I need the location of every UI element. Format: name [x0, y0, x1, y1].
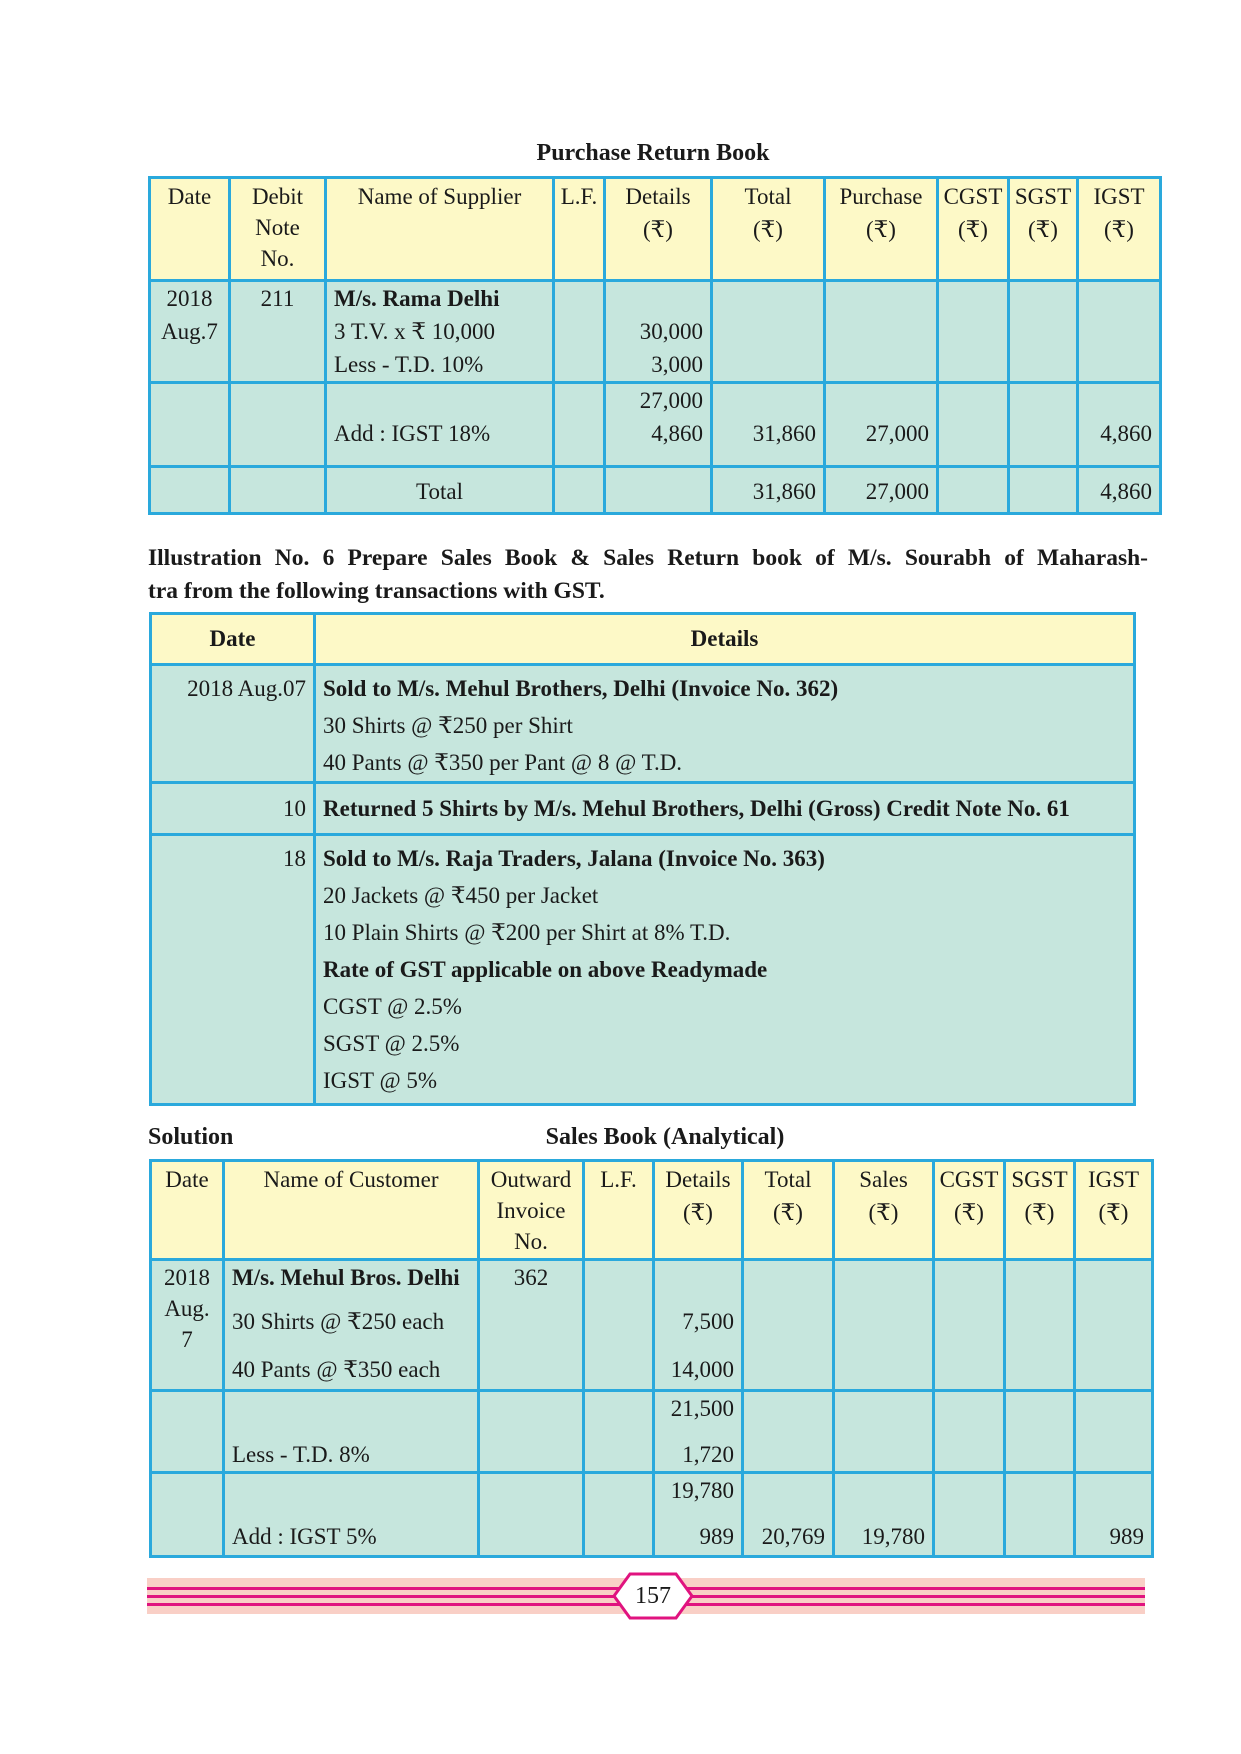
header-purchase: Purchase (₹)	[825, 178, 938, 281]
transaction-details: Returned 5 Shirts by M/s. Mehul Brothers, Delhi (Gross) Credit Note No. 61	[315, 783, 1135, 835]
header-sgst: SGST (₹)	[1009, 178, 1078, 281]
invoice-number: 362	[479, 1260, 584, 1391]
details-cell: 30,000 3,000	[605, 281, 712, 383]
table-row	[151, 835, 1135, 1105]
entry-date: 2018 Aug. 7	[151, 1260, 224, 1391]
sales-book-table	[149, 1159, 1154, 1558]
header-total: Total (₹)	[712, 178, 825, 281]
purchase-cell: 27,000	[825, 383, 938, 467]
header-details: Details (₹)	[605, 178, 712, 281]
table-row	[151, 1473, 1153, 1557]
details-cell: 7,500 14,000	[654, 1260, 743, 1391]
transaction-details: Sold to M/s. Mehul Brothers, Delhi (Invoice No. 362) 30 Shirts @ ₹250 per Shirt 40 Pants @ ₹350 per Pant @ 8 @ T.D.	[315, 665, 1135, 783]
customer-cell: Add : IGST 5%	[224, 1473, 479, 1557]
table-row	[150, 383, 1161, 467]
entry-date: 2018 Aug.7	[150, 281, 230, 383]
page-number-badge	[612, 1572, 694, 1620]
transaction-date: 18	[151, 835, 315, 1105]
igst-cell: 4,860	[1078, 383, 1161, 467]
header-details: Details (₹)	[654, 1161, 743, 1260]
total-cell: 20,769	[743, 1473, 834, 1557]
header-details: Details	[315, 614, 1135, 665]
igst-cell: 4,860	[1078, 467, 1161, 514]
lf-cell	[554, 281, 605, 383]
header-sales: Sales (₹)	[834, 1161, 934, 1260]
total-cell: 31,860	[712, 467, 825, 514]
header-date: Date	[151, 1161, 224, 1260]
purchase-return-book-title: Purchase Return Book	[536, 140, 770, 166]
header-invoice: Outward Invoice No.	[479, 1161, 584, 1260]
table-row	[151, 665, 1135, 783]
table-row	[150, 281, 1161, 383]
total-label: Total	[326, 467, 554, 514]
header-debit-note: Debit Note No.	[230, 178, 326, 281]
details-cell: 21,500 1,720	[654, 1391, 743, 1473]
purchase-return-book-table	[148, 176, 1162, 515]
table-row	[151, 783, 1135, 835]
table-row	[150, 467, 1161, 514]
customer-cell: M/s. Mehul Bros. Delhi 30 Shirts @ ₹250 each 40 Pants @ ₹350 each	[224, 1260, 479, 1391]
solution-label: Solution	[148, 1124, 234, 1150]
igst-cell: 989	[1075, 1473, 1153, 1557]
table-row	[151, 1391, 1153, 1473]
header-igst: IGST (₹)	[1075, 1161, 1153, 1260]
transaction-date: 2018 Aug.07	[151, 665, 315, 783]
page-number: 157	[635, 1583, 671, 1609]
debit-note-number: 211	[230, 281, 326, 383]
header-cgst: CGST (₹)	[938, 178, 1009, 281]
header-lf: L.F.	[554, 178, 605, 281]
table-row	[151, 1260, 1153, 1391]
header-total: Total (₹)	[743, 1161, 834, 1260]
customer-cell: Less - T.D. 8%	[224, 1391, 479, 1473]
sales-cell: 19,780	[834, 1473, 934, 1557]
header-igst: IGST (₹)	[1078, 178, 1161, 281]
header-lf: L.F.	[584, 1161, 654, 1260]
header-sgst: SGST (₹)	[1005, 1161, 1075, 1260]
header-customer: Name of Customer	[224, 1161, 479, 1260]
details-cell: 27,000 4,860	[605, 383, 712, 467]
transactions-table	[149, 612, 1136, 1106]
header-supplier: Name of Supplier	[326, 178, 554, 281]
illustration-heading: Illustration No. 6 Prepare Sales Book & Sales Return book of M/s. Sourabh of Maharash- tra from the following transactions with GST.	[148, 545, 1148, 604]
header-date: Date	[150, 178, 230, 281]
purchase-cell: 27,000	[825, 467, 938, 514]
supplier-cell: M/s. Rama Delhi 3 T.V. x ₹ 10,000 Less - T.D. 10%	[326, 281, 554, 383]
sales-book-title: Sales Book (Analytical)	[545, 1124, 785, 1150]
total-cell: 31,860	[712, 383, 825, 467]
supplier-cell: Add : IGST 18%	[326, 383, 554, 467]
transaction-details: Sold to M/s. Raja Traders, Jalana (Invoice No. 363) 20 Jackets @ ₹450 per Jacket 10 Plain Shirts @ ₹200 per Shirt at 8% T.D. Rate of GST applicable on above Readymade CGST @ 2.5% SGST @ 2.5% IGST @ 5%	[315, 835, 1135, 1105]
header-date: Date	[151, 614, 315, 665]
details-cell: 19,780 989	[654, 1473, 743, 1557]
header-cgst: CGST (₹)	[934, 1161, 1005, 1260]
transaction-date: 10	[151, 783, 315, 835]
